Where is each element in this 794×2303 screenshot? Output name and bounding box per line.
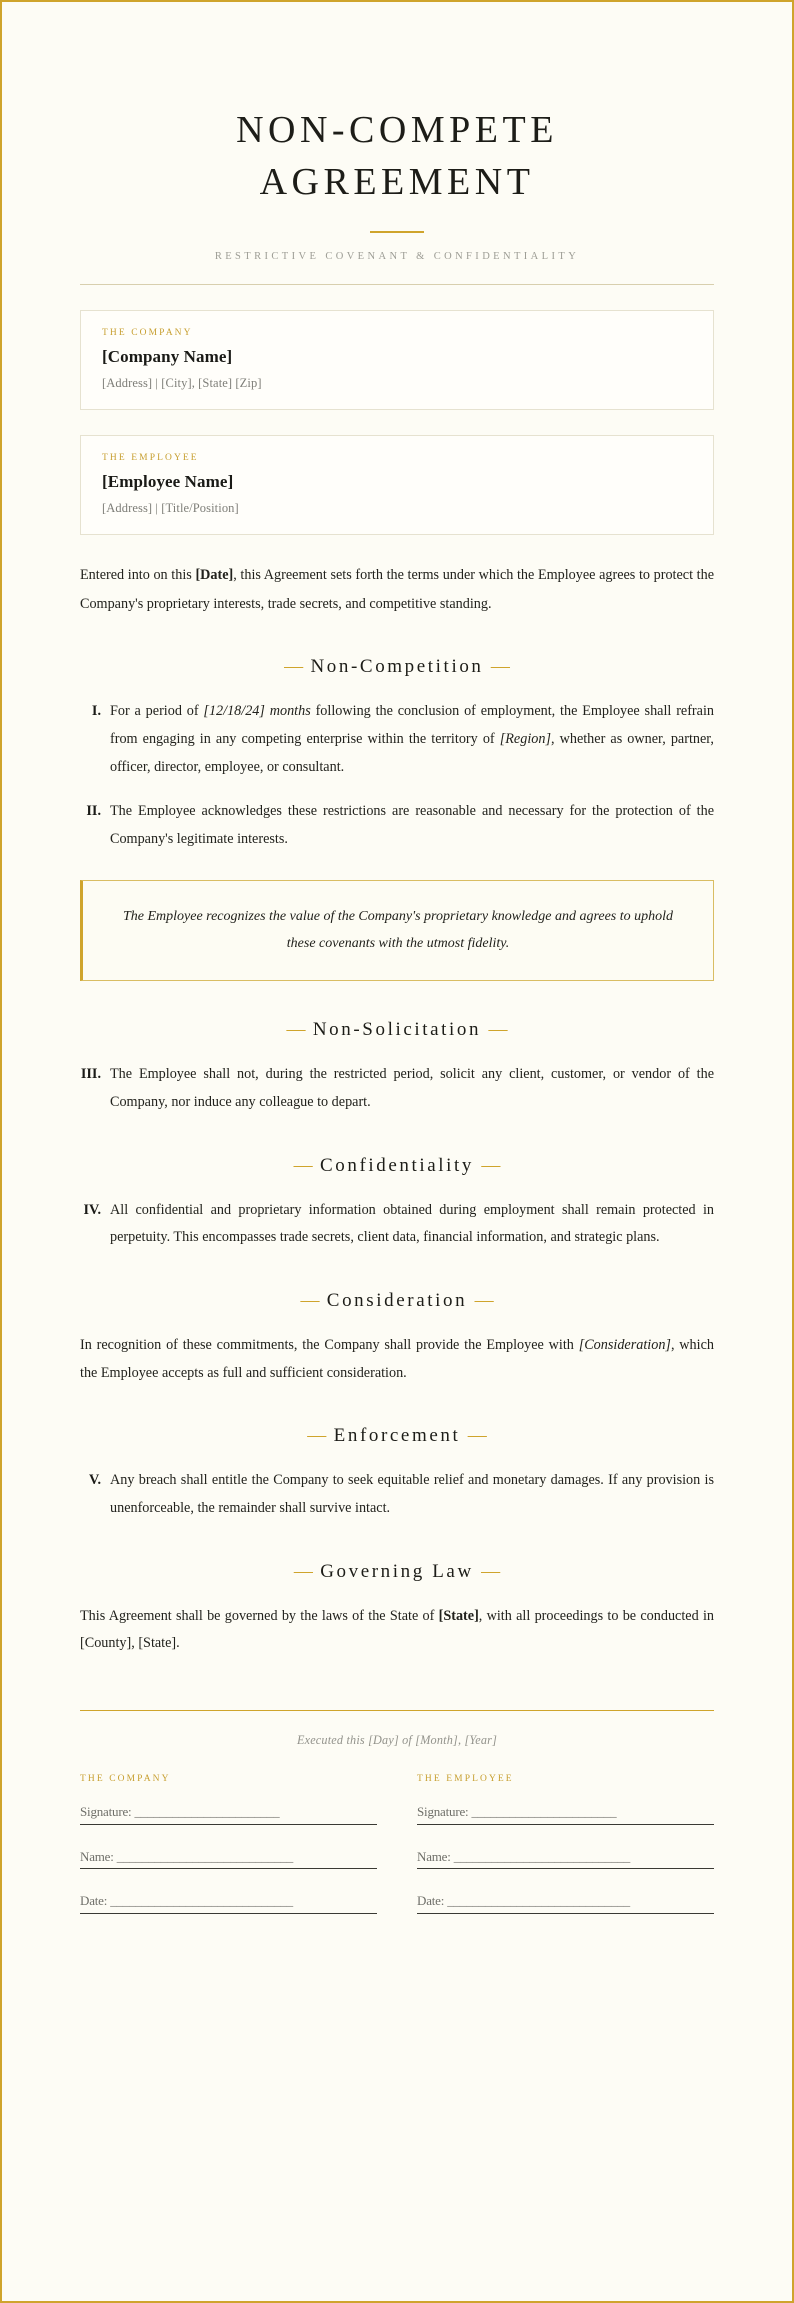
signature-divider xyxy=(80,1710,714,1711)
clause-list-confidentiality xyxy=(80,1197,714,1252)
heading-confidentiality xyxy=(80,1155,714,1177)
section-governing-law xyxy=(80,1561,714,1658)
governing-law-state-token: [State] xyxy=(438,1607,479,1624)
heading-enforcement xyxy=(80,1425,714,1447)
employee-date-rule xyxy=(417,1913,714,1914)
heading-dash-left: — xyxy=(300,1289,320,1311)
governing-law-paragraph xyxy=(80,1603,714,1658)
heading-dash-right: — xyxy=(481,1560,501,1582)
clause-part-3: , whether as owner, partner, officer, director, employee, or consultant. xyxy=(110,730,714,775)
company-signature-label: Signature: _______________________ xyxy=(80,1804,280,1820)
company-name-label: Name: ____________________________ xyxy=(80,1848,294,1864)
document-subtitle: RESTRICTIVE COVENANT & CONFIDENTIALITY xyxy=(214,251,580,263)
intro-paragraph xyxy=(80,561,714,618)
company-name-rule xyxy=(80,1868,377,1869)
clause-part-2: following the conclusion of employment, the Employee shall refrain from engaging in any competing enterprise within the territory of xyxy=(110,703,714,747)
clause-emphasis-duration: [12/18/24] months xyxy=(203,703,311,720)
clause-numeral: V. xyxy=(89,1472,101,1489)
consideration-part-2: , which the Employee accepts as full and sufficient consideration. xyxy=(80,1336,714,1381)
signature-employee-role-label: THE EMPLOYEE xyxy=(417,1774,514,1785)
section-enforcement xyxy=(80,1425,714,1522)
signature-grid xyxy=(80,1774,714,1937)
consideration-paragraph xyxy=(80,1332,714,1387)
heading-dash-left: — xyxy=(286,1019,306,1041)
clause-numeral: IV. xyxy=(83,1201,101,1218)
consideration-part-1: In recognition of these commitments, the Company shall provide the Employee with xyxy=(80,1336,579,1353)
clause-iii xyxy=(80,1061,714,1116)
clause-list-enforcement xyxy=(80,1467,714,1522)
employee-date-label: Date: _____________________________ xyxy=(417,1893,630,1909)
heading-non-competition xyxy=(80,656,714,678)
company-date-field[interactable] xyxy=(80,1892,377,1914)
heading-dash-right: — xyxy=(490,656,510,678)
signature-block-employee xyxy=(417,1774,714,1937)
company-name-field[interactable] xyxy=(80,1848,377,1870)
party-card-employee xyxy=(80,435,714,535)
title-accent-rule xyxy=(370,231,424,234)
clause-ii xyxy=(80,798,714,853)
clause-list-non-solicitation xyxy=(80,1061,714,1116)
heading-governing-law xyxy=(80,1561,714,1583)
page-title: NON-COMPETE AGREEMENT xyxy=(236,109,558,204)
employee-name-rule xyxy=(417,1868,714,1869)
document-header xyxy=(80,104,714,285)
signature-company-role-label: THE COMPANY xyxy=(80,1774,171,1785)
clause-text: All confidential and proprietary information obtained during employment shall remain protected in perpetuity. This encompasses trade secrets, client data, financial information, and strategic plans. xyxy=(110,1201,714,1246)
heading-dash-right: — xyxy=(474,1289,494,1311)
employee-name-field[interactable] xyxy=(417,1848,714,1870)
clause-i xyxy=(80,698,714,781)
heading-dash-left: — xyxy=(293,1560,313,1582)
clause-numeral: II. xyxy=(86,803,101,820)
consideration-emphasis: [Consideration] xyxy=(578,1336,671,1353)
intro-date-token: [Date] xyxy=(195,567,234,584)
clause-text: The Employee acknowledges these restrictions are reasonable and necessary for the protection of the Company's legitimate interests. xyxy=(110,803,714,847)
clause-part-1: For a period of xyxy=(110,703,204,720)
header-divider xyxy=(80,284,714,285)
clause-text xyxy=(110,698,714,781)
clause-v xyxy=(80,1467,714,1522)
employee-signature-rule xyxy=(417,1824,714,1825)
employee-role-label: THE EMPLOYEE xyxy=(102,453,199,464)
employee-address: [Address] | [Title/Position] xyxy=(102,501,239,516)
section-consideration xyxy=(80,1290,714,1387)
company-role-label: THE COMPANY xyxy=(102,328,193,339)
clause-emphasis-region: [Region] xyxy=(499,730,551,747)
heading-text: Non-Competition xyxy=(310,656,484,678)
section-non-competition xyxy=(80,656,714,981)
clause-text: Any breach shall entitle the Company to seek equitable relief and monetary damages. If any provision is unenforceable, the remainder shall survive intact. xyxy=(110,1472,714,1517)
governing-law-part-1: This Agreement shall be governed by the laws of the State of xyxy=(80,1607,439,1624)
employee-signature-label: Signature: _______________________ xyxy=(417,1804,617,1820)
clause-list-non-competition xyxy=(80,698,714,853)
heading-dash-left: — xyxy=(307,1425,327,1447)
company-date-rule xyxy=(80,1913,377,1914)
covenant-callout-box: The Employee recognizes the value of the Company's proprietary knowledge and agrees to uphold these covenants with the utmost fidelity. xyxy=(80,880,714,982)
employee-name-label: Name: ____________________________ xyxy=(417,1848,631,1864)
company-name: [Company Name] xyxy=(102,347,233,367)
intro-lead: Entered into on this xyxy=(80,567,196,584)
heading-dash-left: — xyxy=(284,656,304,678)
employee-name: [Employee Name] xyxy=(102,472,234,492)
heading-dash-right: — xyxy=(488,1019,508,1041)
parties-section xyxy=(80,310,714,535)
heading-dash-right: — xyxy=(467,1425,487,1447)
section-confidentiality xyxy=(80,1155,714,1252)
heading-text: Governing Law xyxy=(320,1560,474,1582)
heading-text: Confidentiality xyxy=(319,1154,475,1176)
company-signature-rule xyxy=(80,1824,377,1825)
heading-dash-right: — xyxy=(481,1154,501,1176)
company-date-label: Date: _____________________________ xyxy=(80,1893,293,1909)
company-signature-field[interactable] xyxy=(80,1803,377,1825)
heading-consideration xyxy=(80,1290,714,1312)
clause-iv xyxy=(80,1197,714,1252)
heading-text: Non-Solicitation xyxy=(312,1019,482,1041)
employee-signature-field[interactable] xyxy=(417,1803,714,1825)
intro-rest: , this Agreement sets forth the terms under which the Employee agrees to protect the Company's proprietary interests, trade secrets, and competitive standing. xyxy=(80,567,714,612)
heading-dash-left: — xyxy=(293,1154,313,1176)
heading-text: Enforcement xyxy=(333,1425,461,1447)
heading-text: Consideration xyxy=(326,1289,468,1311)
employee-date-field[interactable] xyxy=(417,1892,714,1914)
section-non-solicitation xyxy=(80,1019,714,1116)
governing-law-part-2: , with all proceedings to be conducted in [County], [State]. xyxy=(80,1607,714,1652)
signature-block-company xyxy=(80,1774,377,1937)
signature-section xyxy=(80,1710,714,1937)
heading-non-solicitation xyxy=(80,1019,714,1041)
clause-numeral: III. xyxy=(80,1066,101,1083)
clause-numeral: I. xyxy=(91,703,101,720)
party-card-company xyxy=(80,310,714,410)
company-address: [Address] | [City], [State] [Zip] xyxy=(102,376,262,391)
executed-date-line: Executed this [Day] of [Month], [Year] xyxy=(296,1733,498,1748)
clause-text: The Employee shall not, during the restricted period, solicit any client, customer, or vendor of the Company, nor induce any colleague to depart. xyxy=(110,1066,714,1110)
